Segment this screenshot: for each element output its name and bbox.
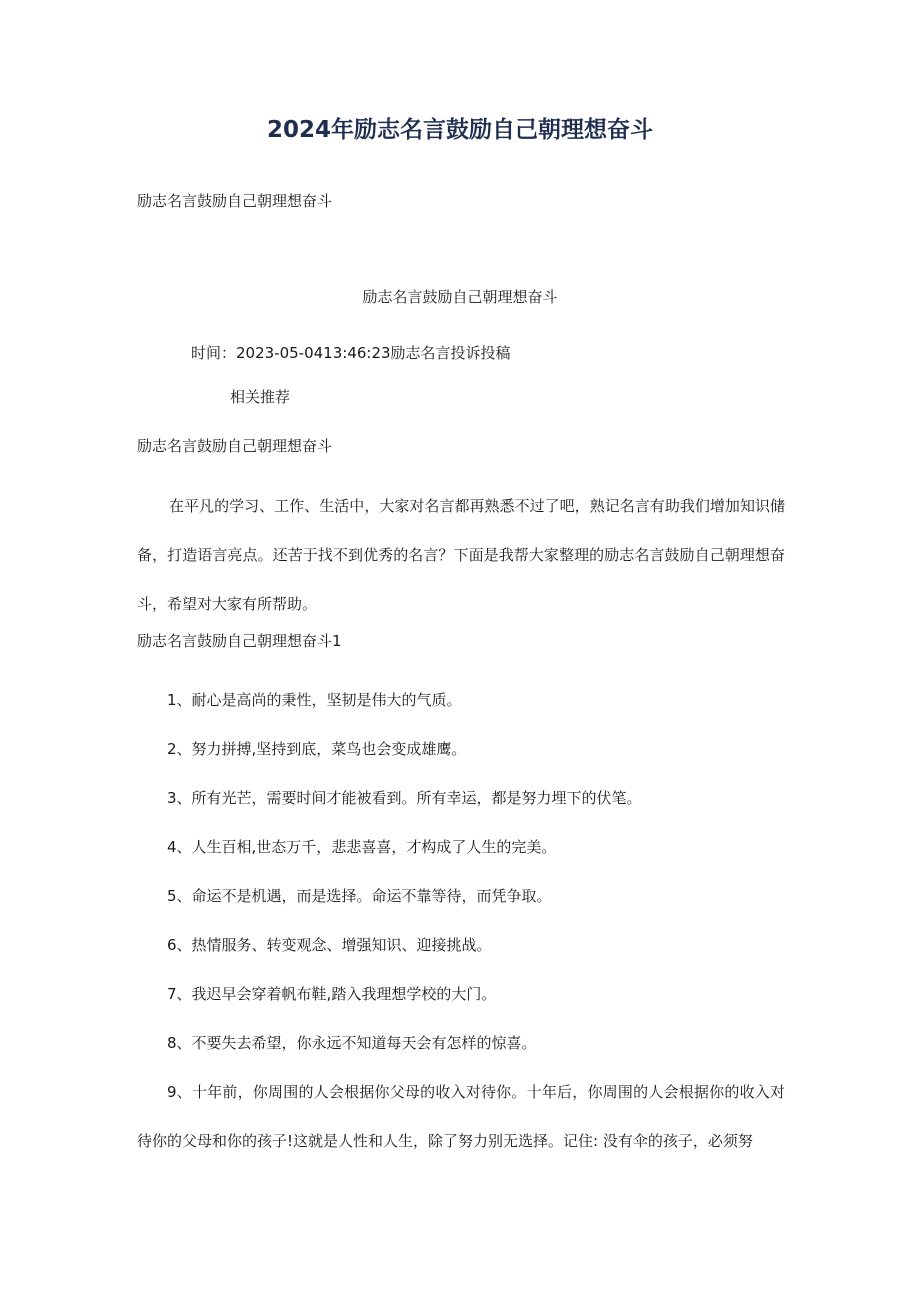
article-meta: 时间：2023-05-0413:46:23励志名言投诉投稿	[191, 344, 511, 362]
related-recommendations-label: 相关推荐	[230, 388, 291, 406]
quote-list	[137, 676, 785, 1166]
quote-item: 4、人生百相,世态万千，悲悲喜喜，才构成了人生的完美。	[167, 838, 557, 856]
quote-item: 8、不要失去希望，你永远不知道每天会有怎样的惊喜。	[167, 1034, 537, 1052]
quote-item: 6、热情服务、转变观念、增强知识、迎接挑战。	[167, 936, 492, 954]
intro-paragraph: 在平凡的学习、工作、生活中，大家对名言都再熟悉不过了吧，熟记名言有助我们增加知识储备，打造语言亮点。还苦于找不到优秀的名言？下面是我帮大家整理的励志名言鼓励自己朝理想奋斗，希望对大家有所帮助。	[137, 497, 785, 613]
section-heading: 励志名言鼓励自己朝理想奋斗	[137, 437, 333, 455]
quote-item: 1、耐心是高尚的秉性，坚韧是伟大的气质。	[167, 691, 462, 709]
list-heading: 励志名言鼓励自己朝理想奋斗1	[137, 632, 342, 650]
quote-item: 7、我迟早会穿着帆布鞋,踏入我理想学校的大门。	[167, 985, 497, 1003]
document-title: 2024年励志名言鼓励自己朝理想奋斗	[266, 117, 653, 143]
article-title: 励志名言鼓励自己朝理想奋斗	[362, 288, 558, 306]
quote-item: 2、努力拼搏,坚持到底，菜鸟也会变成雄鹰。	[167, 740, 467, 758]
document-subtitle: 励志名言鼓励自己朝理想奋斗	[137, 192, 333, 210]
quote-item: 5、命运不是机遇，而是选择。命运不靠等待，而凭争取。	[167, 887, 552, 905]
quote-item: 9、十年前，你周围的人会根据你父母的收入对待你。十年后，你周围的人会根据你的收入对待你的父母和你的孩子!这就是人性和人生，除了努力别无选择。记住: 没有伞的孩子，必须努	[137, 1083, 785, 1150]
quote-item: 3、所有光芒，需要时间才能被看到。所有幸运，都是努力埋下的伏笔。	[167, 789, 642, 807]
